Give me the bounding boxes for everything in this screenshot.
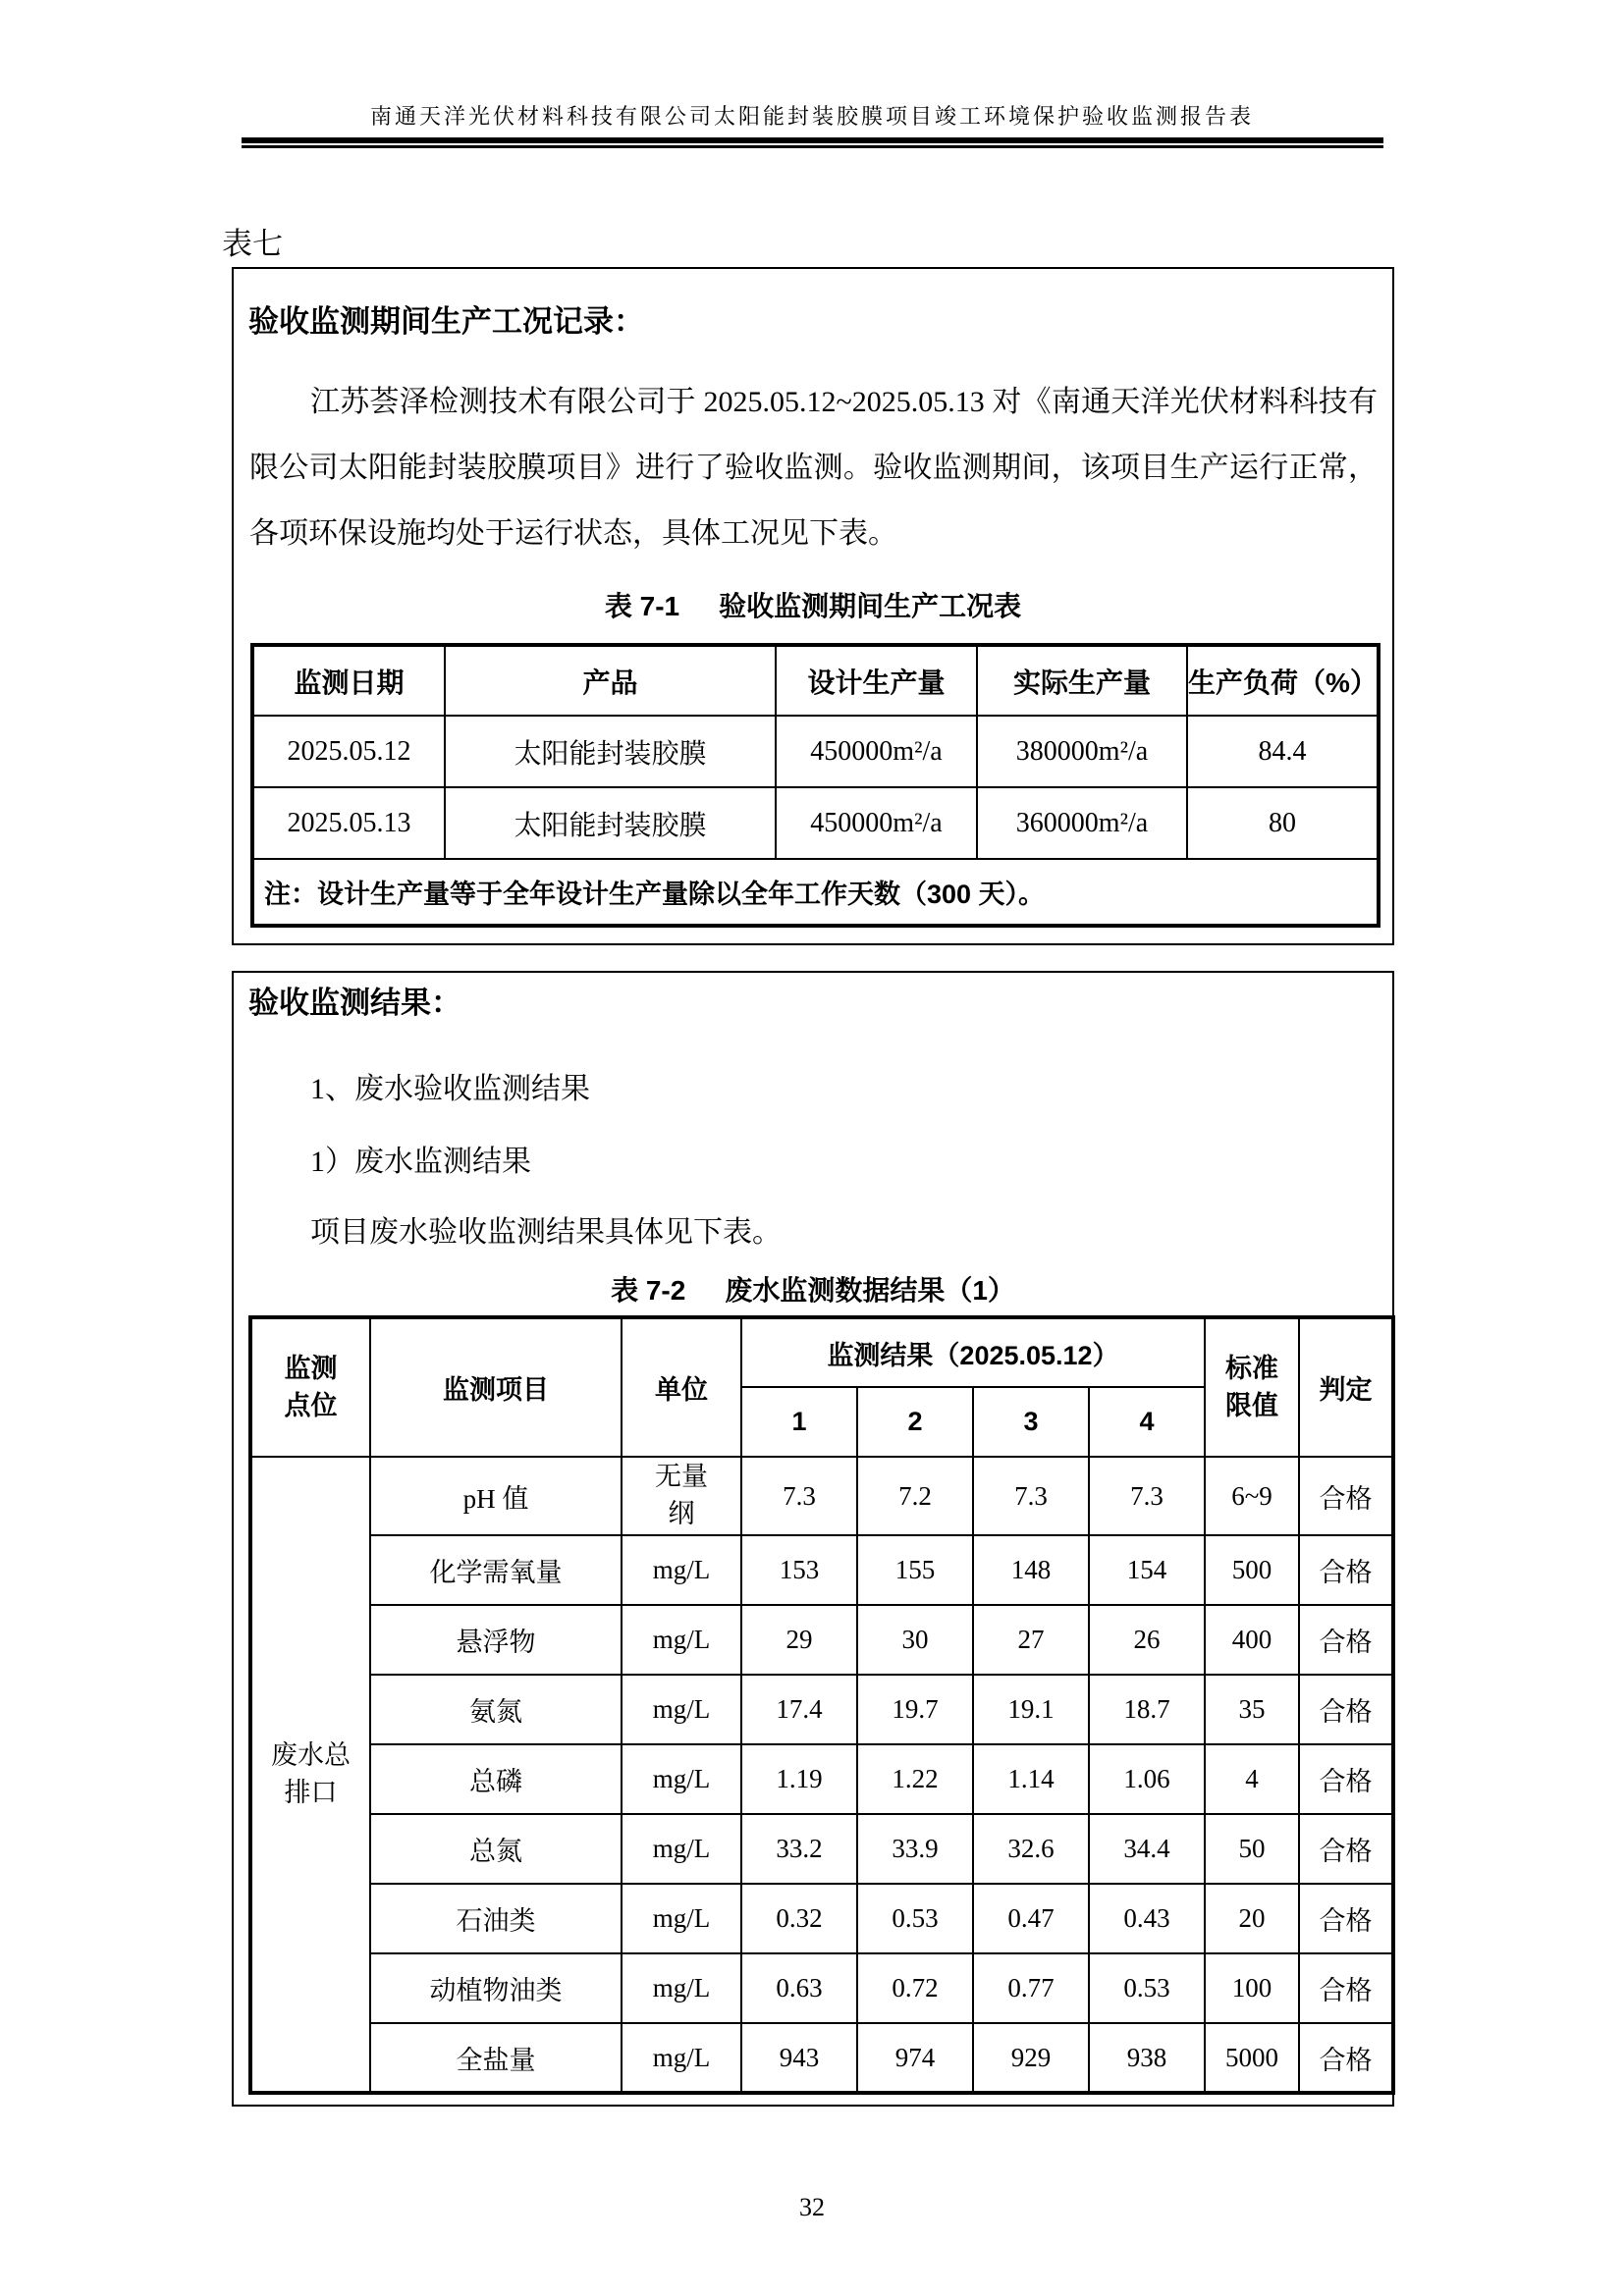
cell-value-2: 1.22	[857, 1744, 973, 1814]
header-cell-actual-output: 实际生产量	[977, 645, 1187, 716]
cell-judge: 合格	[1299, 1814, 1393, 1884]
header-cell-sample-4: 4	[1089, 1387, 1205, 1457]
table-note-row	[252, 859, 1379, 926]
cell-value-1: 1.19	[741, 1744, 857, 1814]
cell-judge: 合格	[1299, 1744, 1393, 1814]
section-production-record	[232, 267, 1394, 945]
header-cell-sample-1: 1	[741, 1387, 857, 1457]
cell-judge: 合格	[1299, 1535, 1393, 1605]
cell-value-4: 154	[1089, 1535, 1205, 1605]
cell-unit: mg/L	[622, 1535, 741, 1605]
table-row-cod	[250, 1535, 1393, 1605]
page-number: 32	[799, 2193, 825, 2221]
table-7-2-caption-label: 表 7-2	[611, 1275, 686, 1306]
cell-value-4: 18.7	[1089, 1675, 1205, 1744]
cell-limit: 5000	[1205, 2023, 1299, 2093]
cell-value-1: 943	[741, 2023, 857, 2093]
cell-item: 氨氮	[370, 1675, 622, 1744]
cell-value-1: 33.2	[741, 1814, 857, 1884]
cell-judge: 合格	[1299, 2023, 1393, 2093]
table-row-animal-oil	[250, 1953, 1393, 2023]
cell-item: pH 值	[370, 1457, 622, 1535]
cell-unit: mg/L	[622, 1953, 741, 2023]
header-cell-result-group: 监测结果（2025.05.12）	[741, 1317, 1205, 1387]
cell-item: 总磷	[370, 1744, 622, 1814]
table-7-1-caption	[234, 590, 1392, 623]
cell-unit: mg/L	[622, 1814, 741, 1884]
cell-item: 石油类	[370, 1884, 622, 1953]
cell-item: 总氮	[370, 1814, 622, 1884]
cell-item: 动植物油类	[370, 1953, 622, 2023]
header-cell-sample-2: 2	[857, 1387, 973, 1457]
cell-value-4: 0.53	[1089, 1953, 1205, 2023]
header-cell-design-output: 设计生产量	[776, 645, 977, 716]
cell-judge: 合格	[1299, 1884, 1393, 1953]
cell-value-2: 33.9	[857, 1814, 973, 1884]
header-cell-judge: 判定	[1299, 1317, 1393, 1457]
cell-value-2: 0.53	[857, 1884, 973, 1953]
cell-value-1: 17.4	[741, 1675, 857, 1744]
cell-design-output: 450000m²/a	[776, 716, 977, 787]
section2-heading: 验收监测结果：	[248, 986, 461, 1020]
cell-value-4: 34.4	[1089, 1814, 1205, 1884]
cell-value-2: 19.7	[857, 1675, 973, 1744]
cell-value-3: 1.14	[973, 1744, 1089, 1814]
cell-limit: 6~9	[1205, 1457, 1299, 1535]
cell-value-2: 30	[857, 1605, 973, 1675]
header-cell-load: 生产负荷（%）	[1187, 645, 1379, 716]
table-row-petroleum	[250, 1884, 1393, 1953]
table-7-1-caption-title: 验收监测期间生产工况表	[719, 591, 1022, 621]
table-header-row	[252, 645, 1379, 716]
cell-load: 84.4	[1187, 716, 1379, 787]
cell-product: 太阳能封装胶膜	[445, 787, 776, 859]
cell-value-3: 32.6	[973, 1814, 1089, 1884]
cell-limit: 500	[1205, 1535, 1299, 1605]
header-double-rule	[242, 137, 1383, 148]
cell-value-3: 19.1	[973, 1675, 1089, 1744]
cell-item: 化学需氧量	[370, 1535, 622, 1605]
sheet-label: 表七	[222, 227, 283, 261]
table-row-ph	[250, 1457, 1393, 1535]
cell-load: 80	[1187, 787, 1379, 859]
table-7-1-caption-label: 表 7-1	[604, 591, 680, 621]
cell-value-2: 0.72	[857, 1953, 973, 2023]
cell-judge: 合格	[1299, 1605, 1393, 1675]
section-monitoring-results	[232, 971, 1394, 2107]
header-cell-product: 产品	[445, 645, 776, 716]
table-7-2-caption	[234, 1274, 1392, 1308]
table-row	[252, 787, 1379, 859]
cell-value-1: 0.63	[741, 1953, 857, 2023]
table-row-salt	[250, 2023, 1393, 2093]
cell-unit: mg/L	[622, 2023, 741, 2093]
cell-value-1: 153	[741, 1535, 857, 1605]
cell-value-4: 7.3	[1089, 1457, 1205, 1535]
cell-value-4: 0.43	[1089, 1884, 1205, 1953]
cell-value-3: 148	[973, 1535, 1089, 1605]
cell-value-3: 0.47	[973, 1884, 1089, 1953]
cell-limit: 50	[1205, 1814, 1299, 1884]
table-row-tn	[250, 1814, 1393, 1884]
cell-monitoring-point: 废水总排口	[250, 1457, 370, 2093]
cell-value-3: 0.77	[973, 1953, 1089, 2023]
cell-judge: 合格	[1299, 1675, 1393, 1744]
table-note: 注：设计生产量等于全年设计生产量除以全年工作天数（300 天）。	[252, 859, 1379, 926]
section1-heading: 验收监测期间生产工况记录：	[248, 304, 644, 339]
section1-paragraph: 江苏荟泽检测技术有限公司于 2025.05.12~2025.05.13 对《南通天洋光伏材料科技有限公司太阳能封装胶膜项目》进行了验收监测。验收监测期间，该项目生产运行正常，各项环保设施均处于运行状态，具体工况见下表。	[249, 386, 1378, 550]
header-cell-unit: 单位	[622, 1317, 741, 1457]
cell-unit: mg/L	[622, 1675, 741, 1744]
cell-limit: 35	[1205, 1675, 1299, 1744]
cell-limit: 100	[1205, 1953, 1299, 2023]
cell-value-3: 929	[973, 2023, 1089, 2093]
cell-design-output: 450000m²/a	[776, 787, 977, 859]
header-cell-date: 监测日期	[252, 645, 445, 716]
header-cell-limit: 标准限值	[1205, 1317, 1299, 1457]
cell-value-1: 0.32	[741, 1884, 857, 1953]
table-row-nh3n	[250, 1675, 1393, 1744]
cell-date: 2025.05.13	[252, 787, 445, 859]
cell-unit: mg/L	[622, 1744, 741, 1814]
cell-value-3: 7.3	[973, 1457, 1089, 1535]
cell-unit: mg/L	[622, 1605, 741, 1675]
table-row-tp	[250, 1744, 1393, 1814]
cell-judge: 合格	[1299, 1953, 1393, 2023]
cell-value-2: 7.2	[857, 1457, 973, 1535]
table-row	[252, 716, 1379, 787]
cell-judge: 合格	[1299, 1457, 1393, 1535]
cell-limit: 20	[1205, 1884, 1299, 1953]
cell-value-4: 1.06	[1089, 1744, 1205, 1814]
cell-limit: 4	[1205, 1744, 1299, 1814]
cell-value-4: 26	[1089, 1605, 1205, 1675]
wastewater-result-line-3: 项目废水验收监测结果具体见下表。	[310, 1216, 782, 1249]
cell-value-1: 29	[741, 1605, 857, 1675]
cell-limit: 400	[1205, 1605, 1299, 1675]
cell-value-2: 155	[857, 1535, 973, 1605]
wastewater-result-line-2: 1）废水监测结果	[310, 1146, 531, 1178]
cell-unit: mg/L	[622, 1884, 741, 1953]
cell-product: 太阳能封装胶膜	[445, 716, 776, 787]
header-cell-item: 监测项目	[370, 1317, 622, 1457]
production-status-table	[250, 643, 1380, 928]
header-cell-point: 监测点位	[250, 1317, 370, 1457]
cell-value-3: 27	[973, 1605, 1089, 1675]
cell-value-4: 938	[1089, 2023, 1205, 2093]
wastewater-results-table	[248, 1315, 1395, 2095]
table-7-2-caption-title: 废水监测数据结果（1）	[725, 1275, 1015, 1306]
document-header-title: 南通天洋光伏材料科技有限公司太阳能封装胶膜项目竣工环境保护验收监测报告表	[369, 104, 1254, 129]
cell-value-2: 974	[857, 2023, 973, 2093]
cell-unit: 无量纲	[622, 1457, 741, 1535]
table-row-ss	[250, 1605, 1393, 1675]
cell-actual-output: 360000m²/a	[977, 787, 1187, 859]
cell-item: 悬浮物	[370, 1605, 622, 1675]
header-cell-sample-3: 3	[973, 1387, 1089, 1457]
cell-value-1: 7.3	[741, 1457, 857, 1535]
wastewater-result-line-1: 1、废水验收监测结果	[310, 1073, 590, 1105]
cell-actual-output: 380000m²/a	[977, 716, 1187, 787]
cell-item: 全盐量	[370, 2023, 622, 2093]
table-header-row	[250, 1317, 1393, 1387]
cell-date: 2025.05.12	[252, 716, 445, 787]
